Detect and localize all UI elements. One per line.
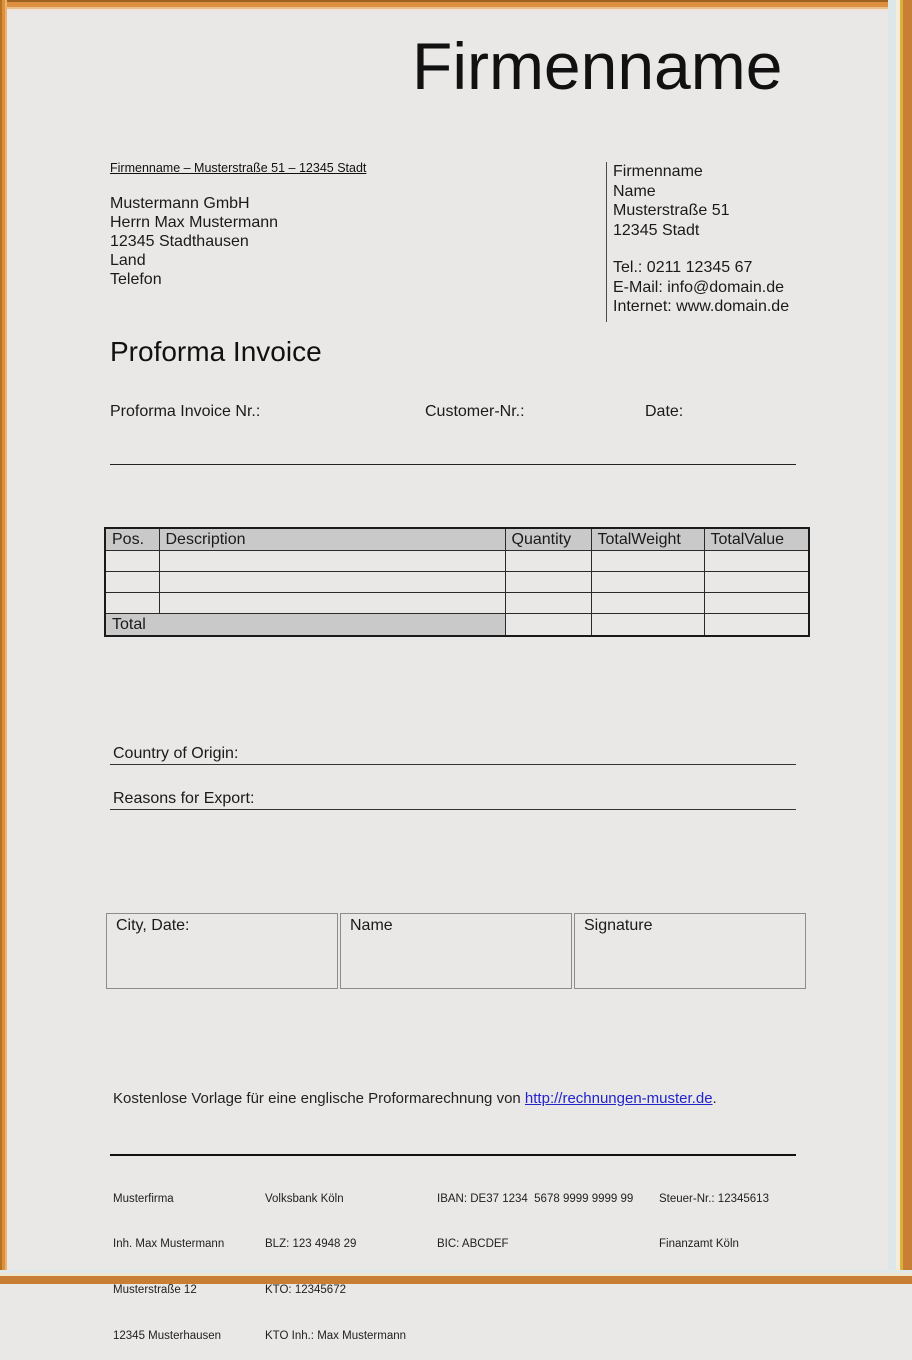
column-header-totalweight: TotalWeight: [591, 528, 704, 551]
page-border-top: [0, 0, 912, 11]
footer-line: Musterfirma: [113, 1192, 174, 1205]
page-border-bottom: [0, 1270, 912, 1284]
reasons-for-export-label: Reasons for Export:: [113, 790, 255, 807]
items-table-header-row: [105, 528, 809, 551]
signature-table: [104, 911, 808, 991]
table-cell: [591, 593, 704, 614]
footer-line: IBAN: DE37 1234 5678 9999 9999 99: [437, 1192, 634, 1205]
table-cell: [505, 593, 591, 614]
items-table-total-row: [105, 614, 809, 637]
customer-number-label: Customer-Nr.:: [425, 403, 525, 420]
footer-rule: [110, 1154, 796, 1156]
footer-column-iban: [437, 1161, 633, 1268]
total-quantity-cell: [505, 614, 591, 637]
table-cell: [105, 593, 159, 614]
table-cell: [505, 572, 591, 593]
recipient-line: Herrn Max Mustermann: [110, 214, 279, 231]
column-header-pos: Pos.: [105, 528, 159, 551]
footer-line: Finanzamt Köln: [659, 1238, 739, 1251]
city-date-cell: City, Date:: [106, 913, 338, 989]
credit-suffix: .: [712, 1090, 717, 1107]
invoice-number-label: Proforma Invoice Nr.:: [110, 403, 261, 420]
company-email: E-Mail: info@domain.de: [613, 278, 784, 296]
items-table-empty-row: [105, 551, 809, 572]
country-of-origin-field: [110, 745, 796, 765]
recipient-address-block: [110, 194, 278, 289]
table-cell: [505, 551, 591, 572]
footer-line: KTO: 12345672: [265, 1284, 346, 1297]
footer-line: KTO Inh.: Max Mustermann: [265, 1330, 407, 1343]
sender-return-address: Firmenname – Musterstraße 51 – 12345 Stadt: [110, 161, 367, 175]
table-cell: [704, 551, 809, 572]
page-border-right: [888, 0, 912, 1284]
footer-line: BIC: ABCDEF: [437, 1238, 509, 1251]
footer-column-tax: [659, 1161, 769, 1268]
table-cell: [105, 551, 159, 572]
column-header-quantity: Quantity: [505, 528, 591, 551]
signature-table-row: [106, 913, 806, 989]
footer-line: BLZ: 123 4948 29: [265, 1238, 357, 1251]
recipient-line: Mustermann GmbH: [110, 195, 250, 212]
document-heading: Proforma Invoice: [110, 336, 322, 367]
company-info-line: 12345 Stadt: [613, 221, 700, 239]
company-website: Internet: www.domain.de: [613, 298, 790, 315]
table-cell: [704, 593, 809, 614]
footer-line: 12345 Musterhausen: [113, 1330, 222, 1343]
column-header-totalvalue: TotalValue: [704, 528, 809, 551]
column-header-description: Description: [159, 528, 505, 551]
table-cell: [105, 572, 159, 593]
table-cell: [704, 572, 809, 593]
items-table-empty-row: [105, 572, 809, 593]
total-label-cell: Total: [105, 614, 505, 637]
footer-line: Inh. Max Mustermann: [113, 1238, 225, 1251]
table-cell: [159, 593, 505, 614]
signature-cell: Signature: [574, 913, 806, 989]
table-cell: [591, 551, 704, 572]
rechnungen-muster-link[interactable]: http://rechnungen-muster.de: [524, 1090, 713, 1107]
items-table: [104, 527, 810, 637]
company-info-block: [613, 162, 789, 317]
table-cell: [159, 572, 505, 593]
company-info-line: Name: [613, 182, 656, 200]
recipient-line: 12345 Stadthausen: [110, 233, 249, 250]
table-cell: [159, 551, 505, 572]
company-info-line: Firmenname: [613, 163, 703, 180]
reasons-for-export-field: [110, 790, 796, 810]
company-phone: Tel.: 0211 12345 67: [613, 259, 753, 276]
total-value-cell: [704, 614, 809, 637]
footer-column-bank: [265, 1161, 406, 1360]
footer-line: Steuer-Nr.: 12345613: [659, 1192, 769, 1205]
date-label: Date:: [645, 403, 684, 420]
footer-line: Musterstraße 12: [113, 1284, 197, 1297]
footer-line: Volksbank Köln: [265, 1192, 344, 1205]
total-weight-cell: [591, 614, 704, 637]
page-title: Firmenname: [412, 29, 783, 103]
header-separator-rule: [110, 464, 796, 465]
recipient-line: Telefon: [110, 271, 162, 288]
credit-text: Kostenlose Vorlage für eine englische Proformarechnung von: [113, 1090, 525, 1107]
name-cell: Name: [340, 913, 572, 989]
items-table-empty-row: [105, 593, 809, 614]
credit-line: [113, 1090, 717, 1107]
page-border-left: [0, 0, 7, 1284]
info-divider-line: [606, 162, 607, 322]
table-cell: [591, 572, 704, 593]
company-info-line: Musterstraße 51: [613, 202, 730, 219]
footer-column-company: [113, 1161, 224, 1360]
country-of-origin-label: Country of Origin:: [113, 745, 239, 762]
recipient-line: Land: [110, 252, 146, 269]
